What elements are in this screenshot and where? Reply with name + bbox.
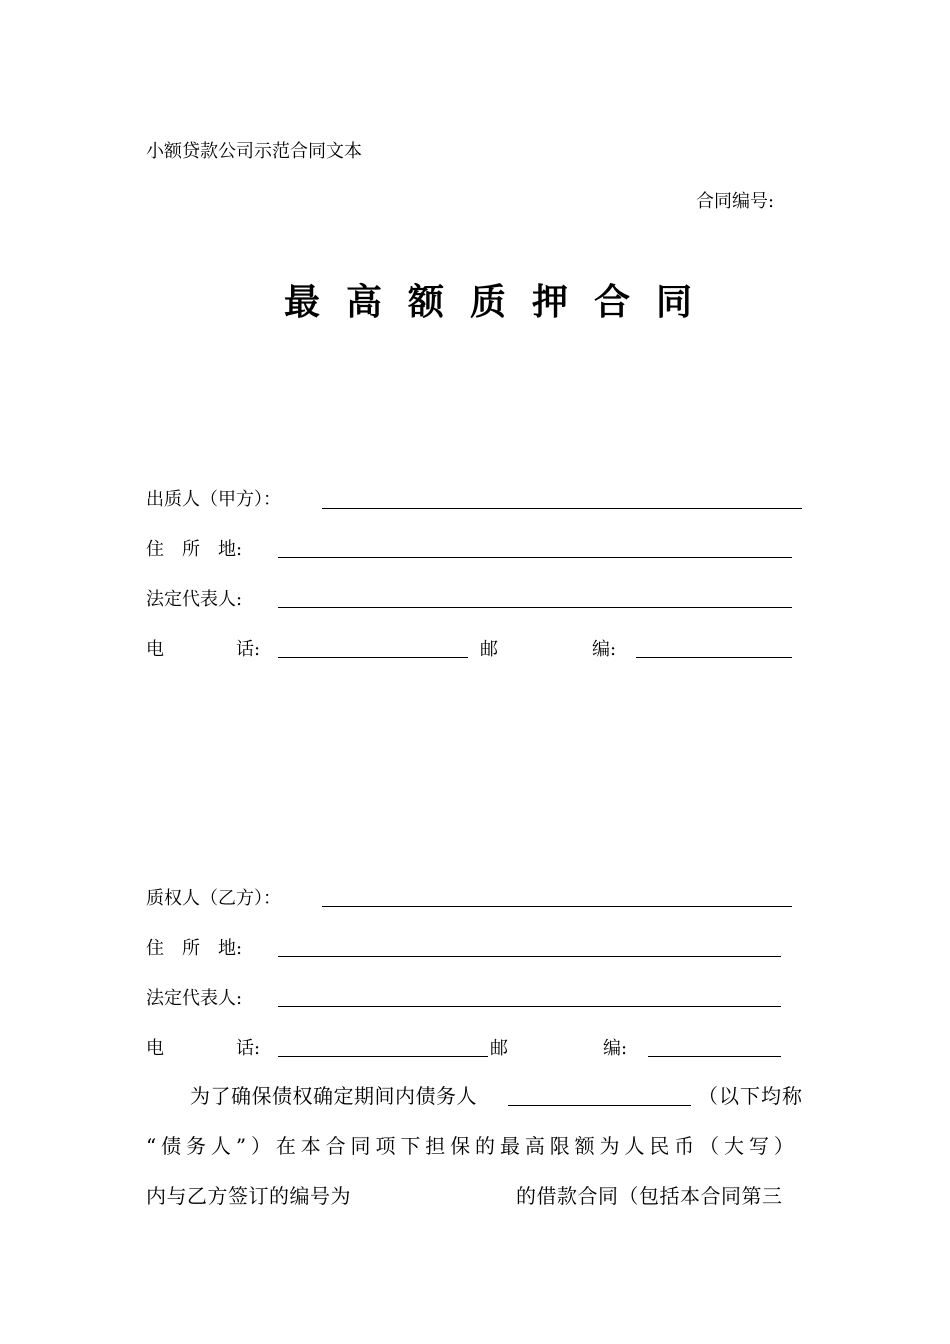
pledgee-address-field[interactable]: [278, 956, 781, 957]
page-title: 最高额质押合同: [284, 281, 719, 323]
pledgor-phone-field[interactable]: [278, 657, 468, 658]
body-line-3-end: 的借款合同（包括本合同第三: [516, 1184, 783, 1208]
pledgee-phone-field[interactable]: [278, 1056, 488, 1057]
pledgor-zip-field[interactable]: [636, 657, 792, 658]
contract-number-label: 合同编号:: [696, 191, 775, 212]
pledgee-name-field[interactable]: [322, 906, 792, 907]
pledgor-phone-label-char: 电: [146, 639, 164, 660]
body-line-1-start: 为了确保债权确定期间内债务人: [190, 1084, 477, 1108]
pledgor-phone-label: 话:: [236, 639, 261, 660]
body-line-1-end: （以下均称: [698, 1084, 803, 1108]
pledgor-address-label: 住 所 地:: [146, 539, 243, 560]
pledgee-phone-label: 话:: [236, 1038, 261, 1059]
debtor-name-field[interactable]: [508, 1105, 691, 1106]
document-type-label: 小额贷款公司示范合同文本: [146, 141, 362, 162]
pledgee-rep-field[interactable]: [278, 1006, 781, 1007]
pledgee-zip-label-char: 邮: [490, 1038, 508, 1059]
pledgee-zip-field[interactable]: [648, 1056, 781, 1057]
pledgee-address-label: 住 所 地:: [146, 938, 243, 959]
pledgor-rep-field[interactable]: [278, 607, 792, 608]
pledgor-name-field[interactable]: [322, 508, 802, 509]
pledgor-zip-label-char: 邮: [480, 639, 498, 660]
body-line-2: “债务人”）在本合同项下担保的最高限额为人民币（大写）: [146, 1134, 799, 1158]
pledgor-rep-label: 法定代表人:: [146, 589, 243, 610]
pledgor-name-label: 出质人（甲方）：: [146, 489, 281, 510]
body-line-3-start: 内与乙方签订的编号为: [146, 1184, 351, 1208]
pledgee-zip-label: 编:: [603, 1038, 628, 1059]
pledgor-zip-label: 编:: [592, 639, 617, 660]
pledgee-name-label: 质权人（乙方）：: [146, 888, 281, 909]
pledgee-phone-label-char: 电: [146, 1038, 164, 1059]
pledgor-address-field[interactable]: [278, 557, 792, 558]
pledgee-rep-label: 法定代表人:: [146, 988, 243, 1009]
